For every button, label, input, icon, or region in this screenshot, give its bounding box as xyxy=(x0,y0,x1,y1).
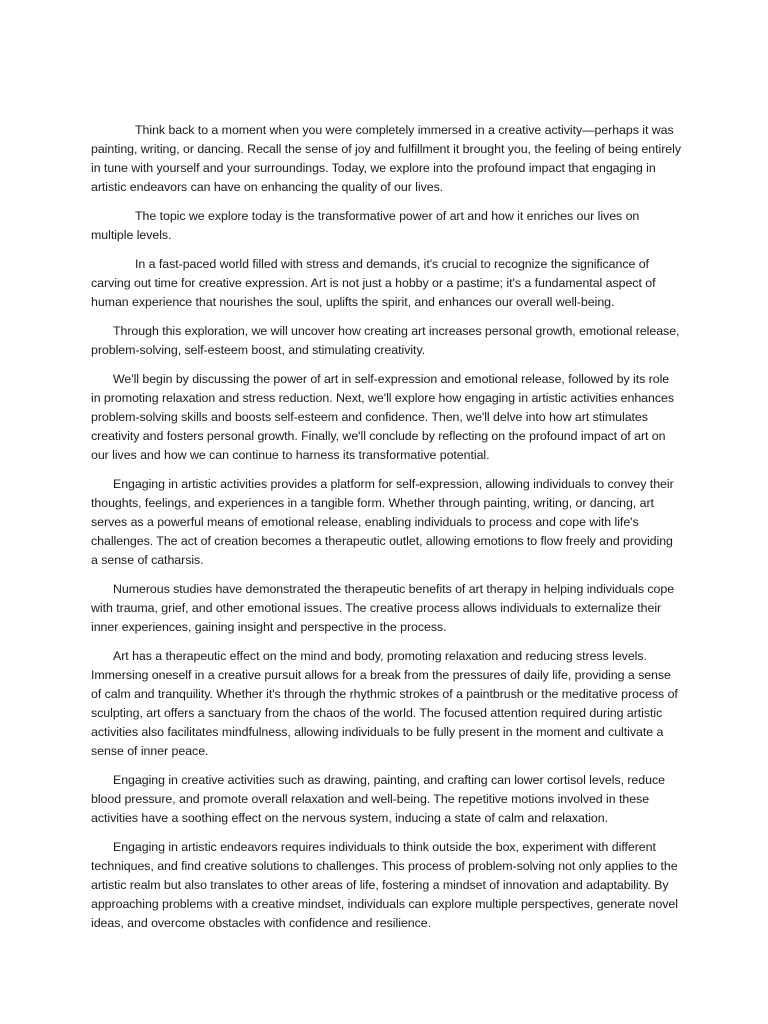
paragraph-8: Art has a therapeutic effect on the mind and body, promoting relaxation and reducing stress levels. Immersing oneself in a creative pursuit allows for a break from the pressures of daily life, providing a sense of calm and tranquility. Whether it's through the rhythmic strokes of a paintbrush or the meditative process of sculpting, art offers a sanctuary from the chaos of the world. The focused attention required during artistic activities also facilitates mindfulness, allowing individuals to be fully present in the moment and cultivate a sense of inner peace. xyxy=(91,649,678,758)
paragraph-9: Engaging in creative activities such as drawing, painting, and crafting can lower cortisol levels, reduce blood pressure, and promote overall relaxation and well-being. The repetitive motions involved in these activities have a soothing effect on the nervous system, inducing a state of calm and relaxation. xyxy=(91,773,665,825)
paragraph-1: Think back to a moment when you were completely immersed in a creative activity—perhaps it was painting, writing, or dancing. Recall the sense of joy and fulfillment it brought you, the feeling of being entirely in tune with yourself and your surroundings. Today, we explore into the profound impact that engaging in artistic endeavors can have on enhancing the quality of our lives. xyxy=(91,123,681,194)
paragraph-6: Engaging in artistic activities provides a platform for self-expression, allowing individuals to convey their thoughts, feelings, and experiences in a tangible form. Whether through painting, writing, or dancing, art serves as a powerful means of emotional release, enabling individuals to process and cope with life's challenges. The act of creation becomes a therapeutic outlet, allowing emotions to flow freely and providing a sense of catharsis. xyxy=(91,477,674,567)
paragraph-2: The topic we explore today is the transformative power of art and how it enriches our lives on multiple levels. xyxy=(91,209,640,242)
paragraph-5: We'll begin by discussing the power of art in self-expression and emotional release, followed by its role in promoting relaxation and stress reduction. Next, we'll explore how engaging in artistic activities enhances problem-solving skills and boosts self-esteem and confidence. Then, we'll delve into how art stimulates creativity and fosters personal growth. Finally, we'll conclude by reflecting on the profound impact of art on our lives and how we can continue to harness its transformative potential. xyxy=(91,372,674,462)
paragraph-3: In a fast-paced world filled with stress and demands, it's crucial to recognize the significance of carving out time for creative expression. Art is not just a hobby or a pastime; it's a fundamental aspect of human experience that nourishes the soul, uplifts the spirit, and enhances our overall well-being. xyxy=(91,257,656,309)
paragraph-4: Through this exploration, we will uncover how creating art increases personal growth, emotional release, problem-solving, self-esteem boost, and stimulating creativity. xyxy=(91,324,680,357)
paragraph-10: Engaging in artistic endeavors requires individuals to think outside the box, experiment with different techniques, and find creative solutions to challenges. This process of problem-solving not only applies to the artistic realm but also translates to other areas of life, fostering a mindset of innovation and adaptability. By approaching problems with a creative mindset, individuals can explore multiple perspectives, generate novel ideas, and overcome obstacles with confidence and resilience. xyxy=(91,840,678,930)
paragraph-7: Numerous studies have demonstrated the therapeutic benefits of art therapy in helping individuals cope with trauma, grief, and other emotional issues. The creative process allows individuals to externalize their inner experiences, gaining insight and perspective in the process. xyxy=(91,582,675,634)
document-body xyxy=(91,121,681,943)
